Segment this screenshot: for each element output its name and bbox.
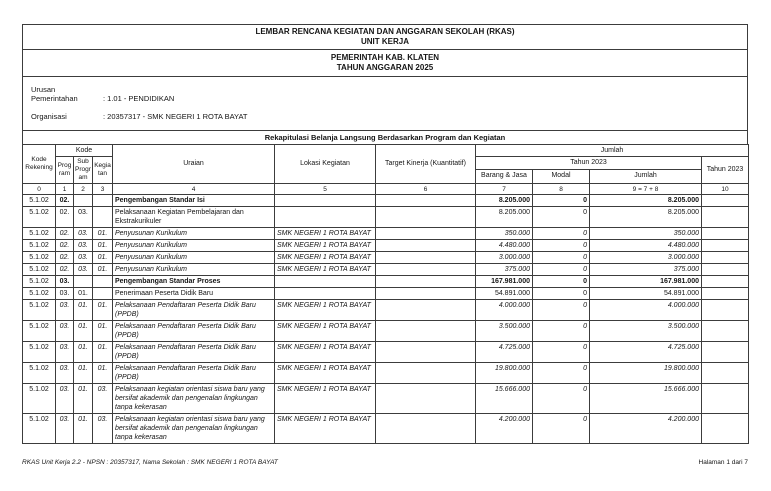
colnum-3: 3 <box>93 184 113 195</box>
cell-program: 03. <box>56 276 74 288</box>
document-container <box>22 24 748 444</box>
cell-barang-jasa: 54.891.000 <box>476 288 533 300</box>
cell-tahun-prev <box>702 276 749 288</box>
cell-tahun-prev <box>702 195 749 207</box>
cell-barang-jasa: 350.000 <box>476 228 533 240</box>
cell-lokasi: SMK NEGERI 1 ROTA BAYAT <box>275 300 376 321</box>
cell-modal: 0 <box>533 195 590 207</box>
cell-lokasi: SMK NEGERI 1 ROTA BAYAT <box>275 264 376 276</box>
cell-lokasi: SMK NEGERI 1 ROTA BAYAT <box>275 228 376 240</box>
cell-modal: 0 <box>533 264 590 276</box>
cell-lokasi: SMK NEGERI 1 ROTA BAYAT <box>275 252 376 264</box>
col-header-jumlah-group: Jumlah <box>476 145 749 157</box>
cell-program: 02. <box>56 240 74 252</box>
colnum-2: 2 <box>74 184 93 195</box>
table-row <box>23 276 749 288</box>
cell-target <box>376 300 476 321</box>
cell-uraian: Pelaksanaan kegiatan orientasi siswa baru yang bersifat akademik dan pengenalan lingkungan tanpa kekerasan <box>113 384 275 414</box>
colnum-7: 7 <box>476 184 533 195</box>
cell-kode: 5.1.02 <box>23 342 56 363</box>
col-header-program: Program <box>56 157 74 184</box>
cell-sub-program: 01. <box>74 414 93 444</box>
col-header-kode-group: Kode <box>56 145 113 157</box>
cell-sub-program: 03. <box>74 240 93 252</box>
cell-jumlah: 4.000.000 <box>590 300 702 321</box>
cell-sub-program: 03. <box>74 228 93 240</box>
cell-barang-jasa: 4.480.000 <box>476 240 533 252</box>
cell-uraian: Pelaksanaan Pendaftaran Peserta Didik Baru (PPDB) <box>113 342 275 363</box>
col-header-modal: Modal <box>533 169 590 183</box>
cell-barang-jasa: 3.000.000 <box>476 252 533 264</box>
document-info-box <box>22 76 748 131</box>
column-number-row <box>23 184 749 195</box>
cell-barang-jasa: 8.205.000 <box>476 207 533 228</box>
col-header-tahun-group: Tahun 2023 <box>476 157 702 170</box>
cell-modal: 0 <box>533 288 590 300</box>
cell-kegiatan <box>93 288 113 300</box>
cell-program: 03. <box>56 321 74 342</box>
cell-tahun-prev <box>702 240 749 252</box>
document-title-box <box>22 24 748 50</box>
cell-modal: 0 <box>533 252 590 264</box>
table-row <box>23 414 749 444</box>
colnum-4: 4 <box>113 184 275 195</box>
cell-barang-jasa: 8.205.000 <box>476 195 533 207</box>
cell-kegiatan: 01. <box>93 300 113 321</box>
cell-modal: 0 <box>533 276 590 288</box>
cell-sub-program: 03. <box>74 264 93 276</box>
cell-target <box>376 228 476 240</box>
cell-modal: 0 <box>533 207 590 228</box>
col-header-uraian: Uraian <box>113 145 275 184</box>
cell-kegiatan: 01. <box>93 240 113 252</box>
cell-tahun-prev <box>702 228 749 240</box>
cell-barang-jasa: 3.500.000 <box>476 321 533 342</box>
cell-barang-jasa: 167.981.000 <box>476 276 533 288</box>
cell-sub-program: 01. <box>74 288 93 300</box>
cell-jumlah: 3.000.000 <box>590 252 702 264</box>
cell-target <box>376 276 476 288</box>
table-row <box>23 342 749 363</box>
cell-kegiatan: 01. <box>93 252 113 264</box>
footer-document-info: RKAS Unit Kerja 2.2 - NPSN : 20357317, Nama Sekolah : SMK NEGERI 1 ROTA BAYAT <box>22 459 278 466</box>
cell-kode: 5.1.02 <box>23 321 56 342</box>
cell-modal: 0 <box>533 384 590 414</box>
cell-kegiatan <box>93 207 113 228</box>
table-row <box>23 300 749 321</box>
cell-program: 02. <box>56 252 74 264</box>
table-row <box>23 384 749 414</box>
cell-lokasi: SMK NEGERI 1 ROTA BAYAT <box>275 363 376 384</box>
colnum-10: 10 <box>702 184 749 195</box>
cell-sub-program <box>74 195 93 207</box>
cell-tahun-prev <box>702 252 749 264</box>
cell-kode: 5.1.02 <box>23 288 56 300</box>
cell-tahun-prev <box>702 207 749 228</box>
cell-tahun-prev <box>702 414 749 444</box>
cell-uraian: Penyusunan Kurikulum <box>113 264 275 276</box>
urusan-value: : 1.01 - PENDIDIKAN <box>103 94 175 103</box>
cell-jumlah: 8.205.000 <box>590 207 702 228</box>
cell-modal: 0 <box>533 321 590 342</box>
cell-uraian: Penyusunan Kurikulum <box>113 240 275 252</box>
cell-uraian: Pelaksanaan Pendaftaran Peserta Didik Baru (PPDB) <box>113 300 275 321</box>
cell-program: 02. <box>56 207 74 228</box>
cell-uraian: Pelaksanaan Kegiatan Pembelajaran dan Ekstrakurikuler <box>113 207 275 228</box>
cell-kegiatan: 01. <box>93 228 113 240</box>
cell-uraian: Pelaksanaan kegiatan orientasi siswa baru yang bersifat akademik dan pengenalan lingkungan tanpa kekerasan <box>113 414 275 444</box>
table-row <box>23 321 749 342</box>
cell-barang-jasa: 375.000 <box>476 264 533 276</box>
cell-tahun-prev <box>702 300 749 321</box>
cell-sub-program: 01. <box>74 363 93 384</box>
cell-barang-jasa: 15.666.000 <box>476 384 533 414</box>
cell-jumlah: 4.480.000 <box>590 240 702 252</box>
cell-program: 03. <box>56 384 74 414</box>
cell-program: 03. <box>56 342 74 363</box>
cell-tahun-prev <box>702 288 749 300</box>
table-row <box>23 195 749 207</box>
cell-jumlah: 3.500.000 <box>590 321 702 342</box>
cell-jumlah: 8.205.000 <box>590 195 702 207</box>
cell-modal: 0 <box>533 228 590 240</box>
colnum-9: 9 = 7 + 8 <box>590 184 702 195</box>
col-header-jumlah: Jumlah <box>590 169 702 183</box>
cell-tahun-prev <box>702 384 749 414</box>
document-title-line1: LEMBAR RENCANA KEGIATAN DAN ANGGARAN SEKOLAH (RKAS) <box>255 27 515 36</box>
cell-barang-jasa: 4.725.000 <box>476 342 533 363</box>
table-caption: Rekapitulasi Belanja Langsung Berdasarkan Program dan Kegiatan <box>22 130 748 145</box>
cell-lokasi: SMK NEGERI 1 ROTA BAYAT <box>275 321 376 342</box>
cell-modal: 0 <box>533 414 590 444</box>
cell-barang-jasa: 19.800.000 <box>476 363 533 384</box>
cell-target <box>376 207 476 228</box>
colnum-0: 0 <box>23 184 56 195</box>
cell-kode: 5.1.02 <box>23 195 56 207</box>
table-row <box>23 252 749 264</box>
col-header-barang-jasa: Barang & Jasa <box>476 169 533 183</box>
table-header <box>23 145 749 195</box>
cell-lokasi <box>275 195 376 207</box>
table-row <box>23 264 749 276</box>
cell-uraian: Penerimaan Peserta Didik Baru <box>113 288 275 300</box>
organisasi-value: : 20357317 - SMK NEGERI 1 ROTA BAYAT <box>103 112 248 121</box>
cell-lokasi: SMK NEGERI 1 ROTA BAYAT <box>275 384 376 414</box>
cell-sub-program: 03. <box>74 207 93 228</box>
cell-lokasi: SMK NEGERI 1 ROTA BAYAT <box>275 342 376 363</box>
cell-lokasi: SMK NEGERI 1 ROTA BAYAT <box>275 240 376 252</box>
footer-page-number: Halaman 1 dari 7 <box>698 459 748 466</box>
col-header-target: Target Kinerja (Kuantitatif) <box>376 145 476 184</box>
cell-jumlah: 15.666.000 <box>590 384 702 414</box>
cell-target <box>376 342 476 363</box>
cell-tahun-prev <box>702 363 749 384</box>
cell-jumlah: 54.891.000 <box>590 288 702 300</box>
cell-program: 03. <box>56 363 74 384</box>
table-row <box>23 207 749 228</box>
urusan-label: Urusan Pemerintahan <box>31 85 78 103</box>
cell-kode: 5.1.02 <box>23 264 56 276</box>
cell-tahun-prev <box>702 264 749 276</box>
cell-uraian: Pelaksanaan Pendaftaran Peserta Didik Baru (PPDB) <box>113 363 275 384</box>
table-row <box>23 363 749 384</box>
cell-kode: 5.1.02 <box>23 276 56 288</box>
col-header-kode-rekening: Kode Rekening <box>23 145 56 184</box>
cell-uraian: Penyusunan Kurikulum <box>113 252 275 264</box>
col-header-lokasi: Lokasi Kegiatan <box>275 145 376 184</box>
cell-target <box>376 195 476 207</box>
organisasi-row <box>31 112 739 121</box>
cell-jumlah: 375.000 <box>590 264 702 276</box>
cell-kegiatan: 01. <box>93 363 113 384</box>
cell-kegiatan: 03. <box>93 414 113 444</box>
cell-sub-program: 01. <box>74 321 93 342</box>
cell-modal: 0 <box>533 300 590 321</box>
cell-uraian: Pengembangan Standar Isi <box>113 195 275 207</box>
colnum-8: 8 <box>533 184 590 195</box>
document-title-line2: UNIT KERJA <box>360 36 409 46</box>
colnum-1: 1 <box>56 184 74 195</box>
page-footer <box>22 459 748 467</box>
cell-target <box>376 321 476 342</box>
cell-kode: 5.1.02 <box>23 207 56 228</box>
cell-kode: 5.1.02 <box>23 228 56 240</box>
cell-kegiatan <box>93 276 113 288</box>
cell-kode: 5.1.02 <box>23 414 56 444</box>
urusan-row <box>31 85 739 103</box>
budget-table <box>22 144 749 444</box>
cell-kode: 5.1.02 <box>23 252 56 264</box>
cell-barang-jasa: 4.200.000 <box>476 414 533 444</box>
cell-modal: 0 <box>533 363 590 384</box>
colnum-6: 6 <box>376 184 476 195</box>
cell-program: 02. <box>56 264 74 276</box>
cell-jumlah: 4.725.000 <box>590 342 702 363</box>
cell-sub-program: 03. <box>74 252 93 264</box>
cell-program: 03. <box>56 414 74 444</box>
cell-sub-program: 01. <box>74 300 93 321</box>
cell-lokasi <box>275 288 376 300</box>
government-name: PEMERINTAH KAB. KLATEN <box>330 53 440 62</box>
cell-jumlah: 19.800.000 <box>590 363 702 384</box>
cell-lokasi: SMK NEGERI 1 ROTA BAYAT <box>275 414 376 444</box>
cell-program: 02. <box>56 195 74 207</box>
cell-program: 03. <box>56 288 74 300</box>
col-header-kegiatan: Kegiatan <box>93 157 113 184</box>
col-header-tahun-prev: Tahun 2023 <box>702 157 749 184</box>
cell-target <box>376 264 476 276</box>
cell-modal: 0 <box>533 342 590 363</box>
cell-jumlah: 167.981.000 <box>590 276 702 288</box>
cell-kegiatan: 01. <box>93 321 113 342</box>
cell-kode: 5.1.02 <box>23 300 56 321</box>
cell-kegiatan: 03. <box>93 384 113 414</box>
cell-jumlah: 4.200.000 <box>590 414 702 444</box>
col-header-sub-program: Sub Program <box>74 157 93 184</box>
cell-jumlah: 350.000 <box>590 228 702 240</box>
cell-kegiatan: 01. <box>93 264 113 276</box>
cell-target <box>376 288 476 300</box>
cell-target <box>376 363 476 384</box>
cell-barang-jasa: 4.000.000 <box>476 300 533 321</box>
table-row <box>23 228 749 240</box>
cell-target <box>376 414 476 444</box>
cell-program: 03. <box>56 300 74 321</box>
cell-uraian: Pengembangan Standar Proses <box>113 276 275 288</box>
organisasi-label: Organisasi <box>31 112 67 121</box>
cell-uraian: Pelaksanaan Pendaftaran Peserta Didik Baru (PPDB) <box>113 321 275 342</box>
cell-kode: 5.1.02 <box>23 240 56 252</box>
table-row <box>23 288 749 300</box>
cell-kegiatan: 01. <box>93 342 113 363</box>
cell-tahun-prev <box>702 321 749 342</box>
cell-lokasi <box>275 276 376 288</box>
cell-program: 02. <box>56 228 74 240</box>
cell-kegiatan <box>93 195 113 207</box>
cell-kode: 5.1.02 <box>23 363 56 384</box>
cell-sub-program <box>74 276 93 288</box>
cell-sub-program: 01. <box>74 384 93 414</box>
cell-target <box>376 240 476 252</box>
cell-modal: 0 <box>533 240 590 252</box>
cell-tahun-prev <box>702 342 749 363</box>
cell-target <box>376 252 476 264</box>
government-header-box <box>22 49 748 77</box>
table-body <box>23 195 749 444</box>
table-row <box>23 240 749 252</box>
cell-lokasi <box>275 207 376 228</box>
fiscal-year: TAHUN ANGGARAN 2025 <box>336 62 434 72</box>
cell-sub-program: 01. <box>74 342 93 363</box>
cell-kode: 5.1.02 <box>23 384 56 414</box>
cell-uraian: Penyusunan Kurikulum <box>113 228 275 240</box>
cell-target <box>376 384 476 414</box>
colnum-5: 5 <box>275 184 376 195</box>
